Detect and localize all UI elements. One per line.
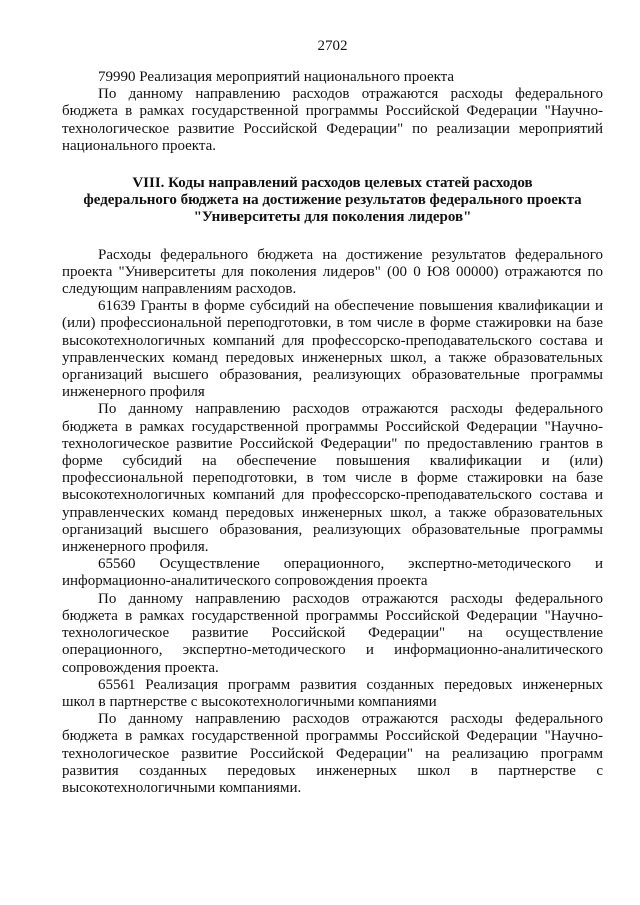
item-65561-title: 65561 Реализация программ развития созданных передовых инженерных школ в партнерстве с высокотехнологичными компаниями — [62, 676, 603, 710]
item-61639-description: По данному направлению расходов отражаются расходы федерального бюджета в рамках государственной программы Российской Федерации "Научно-технологическое развитие Российской Федерации" по предоставлению грантов в форме субсидий на обеспечение повышения квалификации и (или) профессиональной переподготовки, в том числе в форме стажировки на базе высокотехнологичных компаний для профессорско-преподавательского состава и управленческих команд передовых инженерных школ, а также образовательных организаций высшего образования, реализующих образовательные программы инженерного профиля. — [62, 401, 603, 556]
item-61639-title: 61639 Гранты в форме субсидий на обеспечение повышения квалификации и (или) профессиональной переподготовки, в том числе в форме стажировки на базе высокотехнологичных компаний для профессорско-преподавательского состава и управленческих команд передовых инженерных школ, а также образовательных организаций высшего образования, реализующих образовательные программы инженерного профиля — [62, 298, 603, 401]
section-heading — [62, 175, 603, 227]
section-heading-line-3: "Университеты для поколения лидеров" — [193, 209, 472, 226]
item-65560-description: По данному направлению расходов отражаются расходы федерального бюджета в рамках государственной программы Российской Федерации "Научно-технологическое развитие Российской Федерации" на осуществление операционного, экспертно-методического и информационно-аналитического сопровождения проекта. — [62, 590, 603, 676]
item-65561-description: По данному направлению расходов отражаются расходы федерального бюджета в рамках государственной программы Российской Федерации "Научно-технологическое развитие Российской Федерации" на реализацию программ развития созданных передовых инженерных школ в партнерстве с высокотехнологичными компаниями. — [62, 711, 603, 796]
section-heading-line-1: VIII. Коды направлений расходов целевых статей расходов — [132, 175, 533, 192]
item-65560-title: 65560 Осуществление операционного, экспертно-методического и информационно-аналитического сопровождения проекта — [62, 556, 603, 590]
page-number: 2702 — [317, 38, 348, 54]
document-page — [62, 0, 603, 905]
document-body — [62, 69, 603, 797]
section-lead-paragraph: Расходы федерального бюджета на достижение результатов федерального проекта "Университеты для поколения лидеров" (00 0 Ю8 00000) отражаются по следующим направлениям расходов. — [62, 246, 603, 298]
intro-code-line: 79990 Реализация мероприятий национального проекта — [98, 69, 455, 85]
intro-description: По данному направлению расходов отражаются расходы федерального бюджета в рамках государственной программы Российской Федерации "Научно-технологическое развитие Российской Федерации" по реализации мероприятий национального проекта. — [62, 86, 603, 154]
section-heading-line-2: федерального бюджета на достижение результатов федерального проекта — [83, 192, 582, 209]
